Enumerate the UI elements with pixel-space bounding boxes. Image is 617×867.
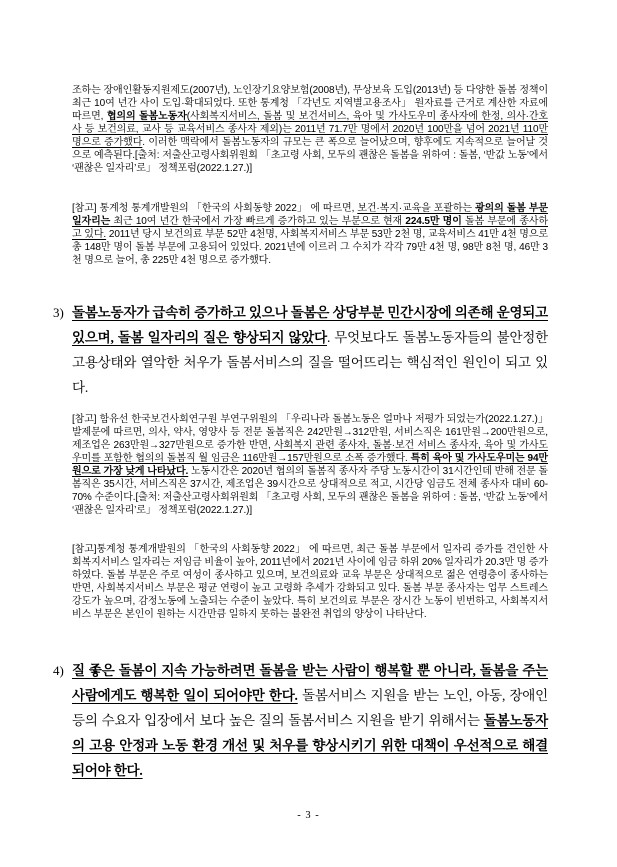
text-run: . 무엇보다도 돌봄노동자들의 불안정한 고용상태와 열악한 처우가 돌봄서비스의 질을 떨어뜨리는 핵심적인 원인이 되고 있다. xyxy=(72,330,548,395)
text-run-bold-underline: 돌봄노동자의 고용 안정과 노동 환경 개선 및 처우를 향상시키기 위한 대책이 우선적으로 해결 되어야 한다. xyxy=(72,713,548,778)
text-run-bold-underline: 광의의 돌봄 부문 일자리는 xyxy=(72,203,548,227)
document-content xyxy=(53,84,549,783)
text-run-underline: 사회복지 관련 종사자, 돌봄·보건 서비스 종사자, 육아 및 가사도우미를 포함한 협의의 돌봄직 월 임금은 116만원→157만원으로 소폭 증가했다. xyxy=(72,440,548,464)
text-run-underline: 최근 10여 년간 한국에서 가장 빠르게 증가하고 있는 부문으로 현재 xyxy=(110,216,406,227)
reference-note-social-welfare-jobs xyxy=(72,543,548,621)
text-run-underline: 돌봄 부문에 종사하고 있다. xyxy=(72,216,549,240)
text-run-bold-underline: 질 좋은 돌봄이 지속 가능하려면 돌봄을 받는 사람이 행복할 뿐 아니라, 돌봄을 주는 사람에게도 행복한 일이 되어야만 한다. xyxy=(72,663,548,703)
text-run: [참고] 통계청 통계개발원의 「한국의 사회동향 2022」 에 따르면, xyxy=(72,203,358,214)
section-3-statement xyxy=(72,300,548,400)
text-run-bold-underline: 224.5만 명이 xyxy=(405,216,462,227)
text-run-bold-underline: 특히 육아 및 가사도우미는 94만원으로 가장 낮게 나타났다. xyxy=(72,453,548,477)
text-run: 조하는 장애인활동지원제도(2007년), 노인장기요양보험(2008년), 무상보육 도입(2013년) 등 다양한 돌봄 정책이 최근 10여 년간 사이 도입·확대되었다. 또한 통계청 「각년도 지역별고용조사」 원자료를 근거로 계산한 자료에 따르면, xyxy=(72,85,548,122)
page-number: - 3 - xyxy=(297,810,320,821)
text-run-bold-underline: 협의의 돌봄노동자 xyxy=(106,111,187,122)
section-4-number: 4) xyxy=(53,663,64,678)
text-run: [참고] 함유선 한국보건사회연구원 부연구위원의 「우리나라 돌봄노동은 얼마나 저평가 되었는가(2022.1.27.)」 발제문에 따르면, 의사, 약사, 영양사 등 전문 돌봄직은 242만원→312만원, 서비스직은 161만원→200만원으로, 제조업은 263만원→327만원으로 증가한 반면, xyxy=(72,414,548,451)
section-4-statement xyxy=(72,658,548,783)
reference-note-social-trends-2022 xyxy=(72,202,548,267)
reference-note-wage-study xyxy=(72,413,548,517)
text-run: 돌봄서비스 지원을 받는 노인, 아동, 장애인 등의 수요자 입장에서 보다 높은 질의 돌봄서비스 지원을 받기 위해서는 xyxy=(72,688,548,728)
text-run: 2011년 당시 보건의료 부문 52만 4천명, 사회복지서비스 부문 53만 2천 명, 교육서비스 41만 4천 명으로 총 148만 명이 돌봄 부문에 고용되어 있었다. 2021년에 이르러 그 수치가 각각 79만 4천 명, 98만 8천 명, 46만 3천 명으로 늘어, 총 225만 4천 명으로 증가했다. xyxy=(72,229,548,266)
section-3 xyxy=(53,300,548,400)
text-run-underline: (사회복지서비스, 돌봄 및 보건서비스, 육아 및 가사도우미 종사자에 한정, 의사·간호사 등 보건의료, 교사 등 교육서비스 종사자 제외)는 2011년 71.7만 명에서 2020년 100만을 넘어 2021년 110만 명으로 증가했다 xyxy=(72,111,548,148)
section-3-number: 3) xyxy=(53,305,64,320)
intro-paragraph-care-policy xyxy=(72,84,548,175)
text-run-bold-underline: 돌봄노동자가 급속히 증가하고 있으나 돌봄은 상당부분 민간시장에 의존해 운영되고 있으며, 돌봄 일자리의 질은 향상되지 않았다 xyxy=(72,305,548,345)
text-run: 노동시간은 2020년 협의의 돌봄직 종사자 주당 노동시간이 31시간인데 반해 전문 돌봄직은 35시간, 서비스직은 37시간, 제조업은 39시간으로 상대적으로 적고, 시간당 임금도 전체 종사자 대비 60-70% 수준이다.[출처: 저출산고령사회위원회 「초고령 사회, 모두의 괜찮은 돌봄을 위하여 : 돌봄, ‘반값 노동’에서 ‘괜찮은 일자리’로」 정책포럼(2022.1.27.)] xyxy=(72,466,548,516)
text-run-underline: 보건·복지·교육을 포괄하는 xyxy=(357,203,475,214)
section-4 xyxy=(53,658,548,783)
text-run: [참고]통계청 통계개발원의 「한국의 사회동향 2022」 에 따르면, 최근 돌봄 부문에서 일자리 증가를 견인한 사회복지서비스 일자리는 저임금 비율이 높아, 2011년에서 2021년 사이에 임금 하위 20% 일자리가 20.3만 명 증가하였다. 돌봄 부문은 주로 여성이 종사하고 있으며, 보건의료와 교육 부문은 상대적으로 젊은 연령층이 종사하는 반면, 사회복지서비스 부문은 평균 연령이 높고 고령화 추세가 강화되고 있다. 돌봄 부문 종사자는 업무 스트레스 강도가 높으며, 감정노동에 노출되는 수준이 높았다. 특히 보건의료 부문은 장시간 노동이 빈번하고, 사회복지서비스 부문은 본인이 원하는 시간만큼 일하지 못하는 불완전 취업의 양상이 나타난다. xyxy=(72,544,548,620)
text-run: . 이러한 맥락에서 돌봄노동자의 규모는 큰 폭으로 늘어났으며, 향후에도 지속적으로 늘어날 것으로 예측된다.[출처: 저출산고령사회위원회 「초고령 사회, 모두의 괜찮은 돌봄을 위하여 : 돌봄, ‘반값 노동’에서 ‘괜찮은 일자리’로」 정책포럼(2022.1.27.)] xyxy=(72,137,548,174)
